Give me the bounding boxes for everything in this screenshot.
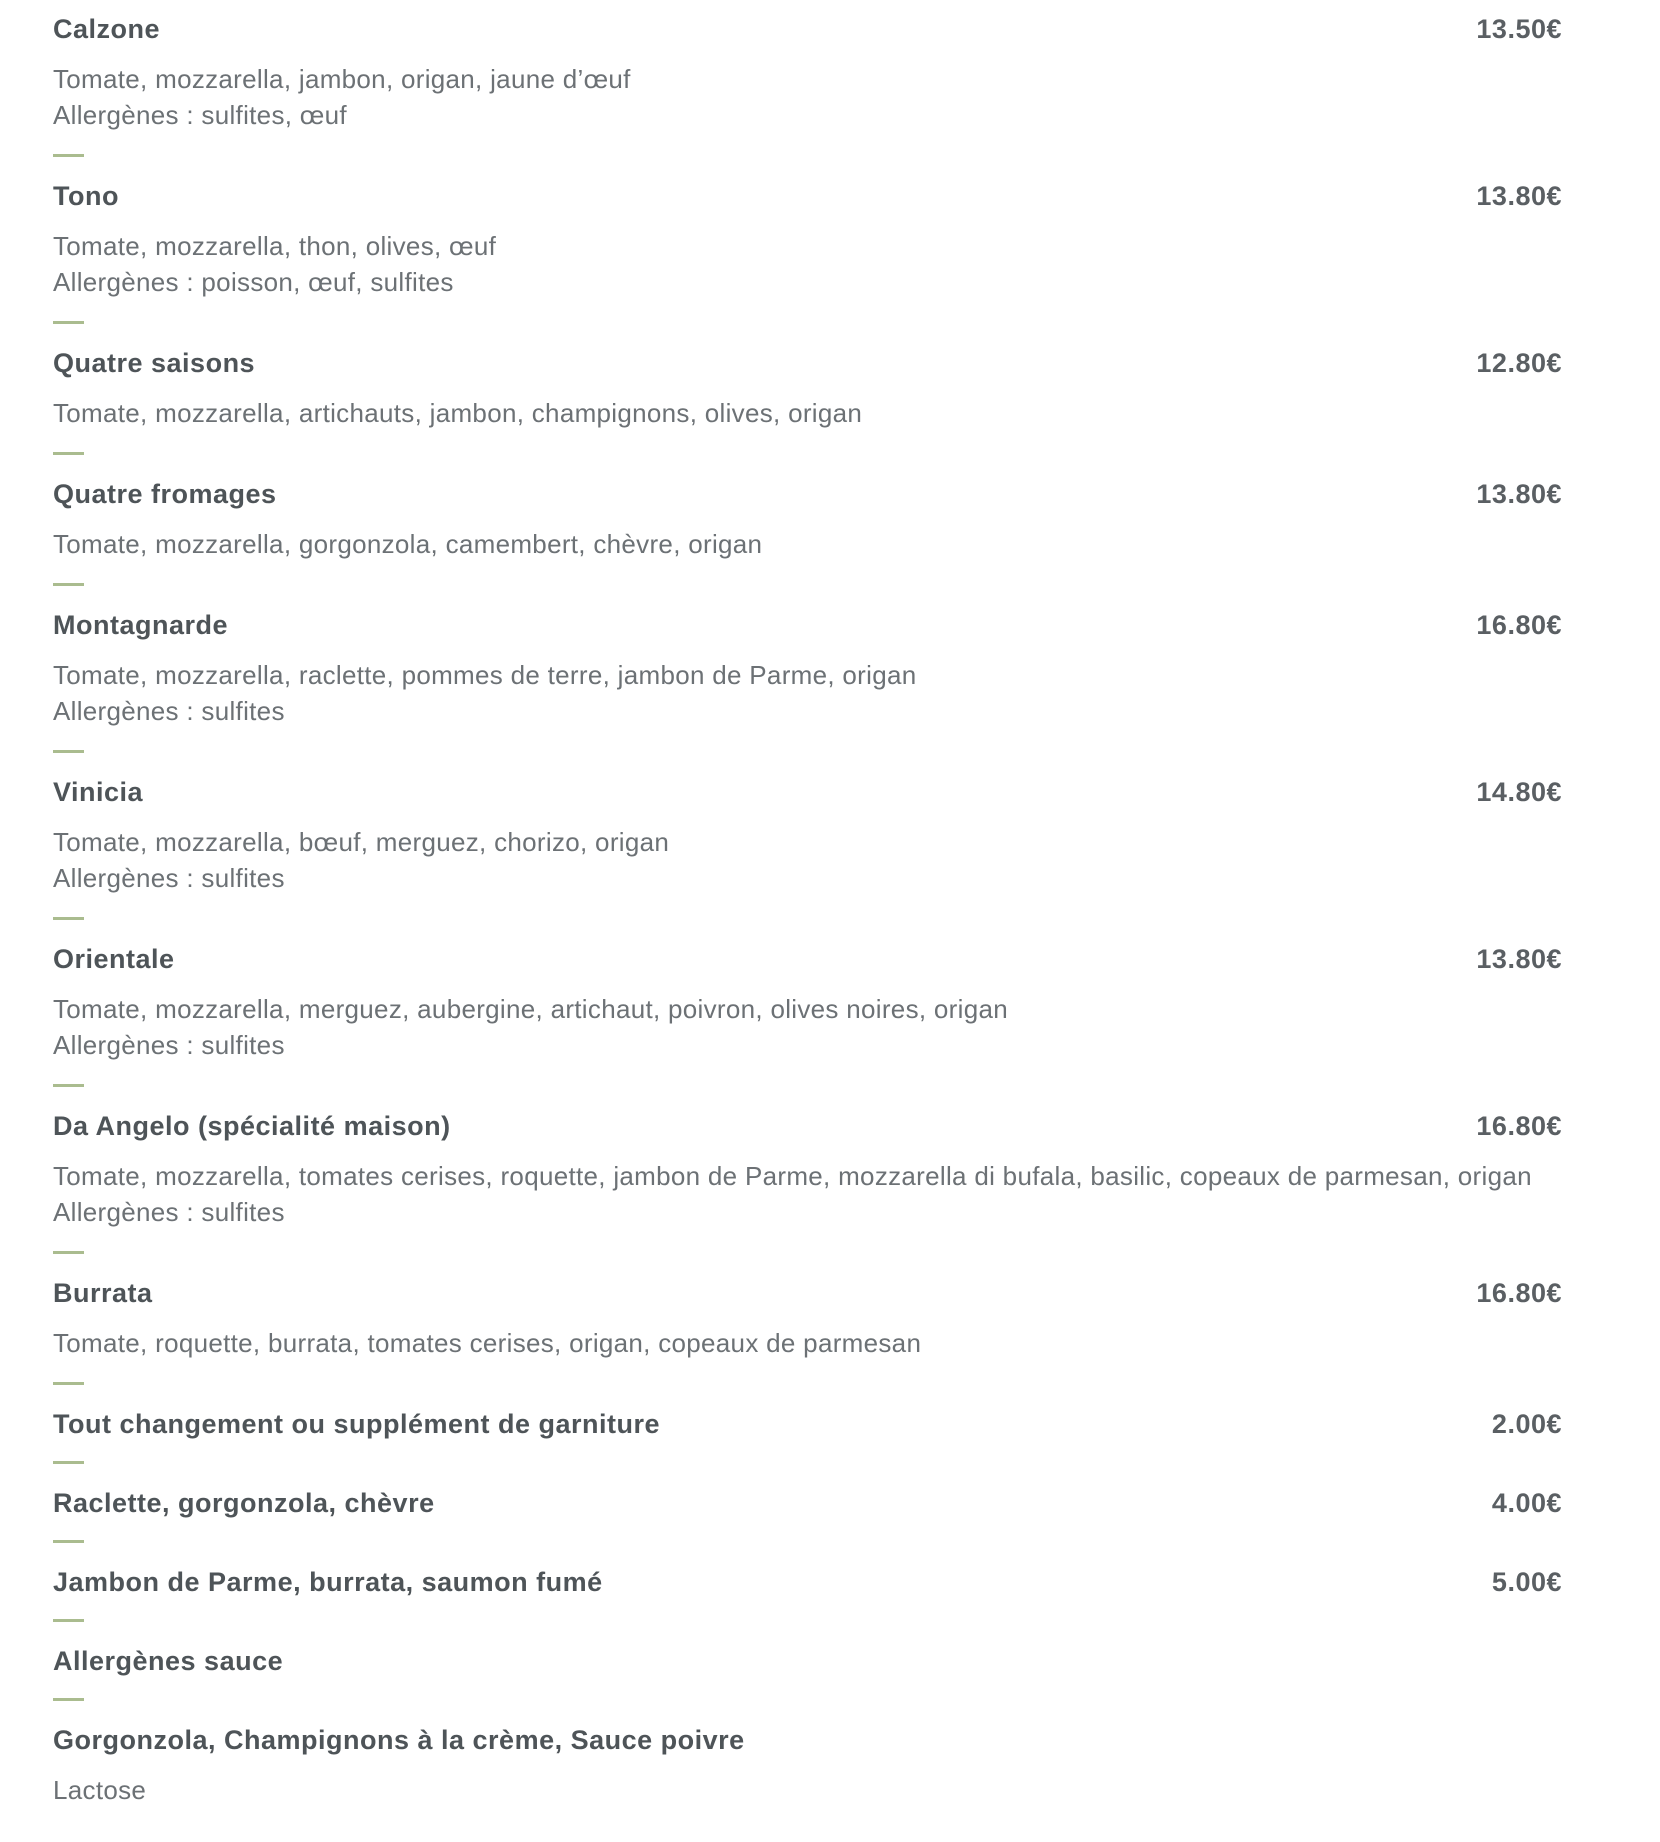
item-description-block — [53, 228, 1562, 300]
menu-item-header — [53, 944, 1562, 975]
item-description-block — [53, 657, 1562, 729]
item-name: Quatre fromages — [53, 479, 277, 509]
item-allergens: Allergènes : sulfites — [53, 1030, 285, 1060]
menu-item-header — [53, 1488, 1562, 1519]
item-price: 5.00€ — [1491, 1567, 1562, 1597]
item-description-block — [53, 526, 1562, 562]
item-ingredients: Tomate, mozzarella, gorgonzola, camembert, chèvre, origan — [53, 529, 763, 559]
menu-item — [53, 1409, 1562, 1464]
item-divider — [53, 1084, 84, 1087]
item-ingredients: Tomate, mozzarella, thon, olives, œuf — [53, 231, 497, 261]
item-description-block — [53, 1772, 1562, 1808]
menu-item-header — [53, 1725, 1562, 1756]
item-price: 13.50€ — [1476, 14, 1562, 44]
menu-item-header — [53, 479, 1562, 510]
item-allergens: Allergènes : sulfites — [53, 1197, 285, 1227]
menu-item-header — [53, 348, 1562, 379]
item-price: 13.80€ — [1476, 181, 1562, 211]
item-divider — [53, 1251, 84, 1254]
item-divider — [53, 154, 84, 157]
item-divider — [53, 1461, 84, 1464]
item-ingredients: Tomate, mozzarella, raclette, pommes de terre, jambon de Parme, origan — [53, 660, 917, 690]
item-name: Jambon de Parme, burrata, saumon fumé — [53, 1567, 603, 1597]
item-price: 14.80€ — [1476, 777, 1562, 807]
menu-item — [53, 479, 1562, 586]
item-name: Tono — [53, 181, 119, 211]
item-allergens: Allergènes : sulfites — [53, 863, 285, 893]
menu-item-header — [53, 1278, 1562, 1309]
item-name: Montagnarde — [53, 610, 229, 640]
item-price: 2.00€ — [1491, 1409, 1562, 1439]
menu-item — [53, 1111, 1562, 1254]
item-name: Tout changement ou supplément de garniture — [53, 1409, 661, 1439]
item-description-block — [53, 395, 1562, 431]
item-ingredients: Tomate, roquette, burrata, tomates cerises, origan, copeaux de parmesan — [53, 1328, 922, 1358]
item-divider — [53, 1619, 84, 1622]
item-price: 4.00€ — [1491, 1488, 1562, 1518]
menu-item — [53, 944, 1562, 1087]
item-price: 16.80€ — [1476, 1111, 1562, 1141]
item-ingredients: Tomate, mozzarella, jambon, origan, jaune d’œuf — [53, 64, 631, 94]
item-name: Allergènes sauce — [53, 1646, 284, 1676]
item-description-block — [53, 1158, 1562, 1230]
menu-item-header — [53, 1111, 1562, 1142]
item-price: 13.80€ — [1476, 479, 1562, 509]
menu-item-header — [53, 181, 1562, 212]
item-description-block — [53, 1325, 1562, 1361]
item-divider — [53, 917, 84, 920]
item-divider — [53, 1382, 84, 1385]
menu-item-header — [53, 1567, 1562, 1598]
item-ingredients: Tomate, mozzarella, artichauts, jambon, champignons, olives, origan — [53, 398, 863, 428]
item-divider — [53, 1540, 84, 1543]
menu-item-header — [53, 777, 1562, 808]
item-name: Vinicia — [53, 777, 144, 807]
item-name: Da Angelo (spécialité maison) — [53, 1111, 451, 1141]
item-ingredients: Tomate, mozzarella, bœuf, merguez, chorizo, origan — [53, 827, 670, 857]
menu-item — [53, 14, 1562, 157]
item-ingredients: Tomate, mozzarella, merguez, aubergine, artichaut, poivron, olives noires, origan — [53, 994, 1008, 1024]
item-name: Raclette, gorgonzola, chèvre — [53, 1488, 435, 1518]
item-divider — [53, 452, 84, 455]
menu-item — [53, 181, 1562, 324]
item-divider — [53, 1698, 84, 1701]
item-description-block — [53, 61, 1562, 133]
item-allergens: Allergènes : sulfites — [53, 696, 285, 726]
item-allergens: Allergènes : sulfites, œuf — [53, 100, 347, 130]
item-name: Gorgonzola, Champignons à la crème, Sauce poivre — [53, 1725, 745, 1755]
item-allergens: Allergènes : poisson, œuf, sulfites — [53, 267, 454, 297]
menu-item-header — [53, 1646, 1562, 1677]
item-name: Calzone — [53, 14, 161, 44]
item-divider — [53, 321, 84, 324]
menu-item — [53, 1646, 1562, 1701]
item-price: 16.80€ — [1476, 1278, 1562, 1308]
menu-item-header — [53, 14, 1562, 45]
item-ingredients: Tomate, mozzarella, tomates cerises, roquette, jambon de Parme, mozzarella di bufala, basilic, copeaux de parmesan, origan — [53, 1161, 1532, 1191]
item-price: 13.80€ — [1476, 944, 1562, 974]
menu-item-header — [53, 610, 1562, 641]
menu-item — [53, 610, 1562, 753]
menu-item — [53, 1567, 1562, 1622]
item-price: 12.80€ — [1476, 348, 1562, 378]
item-name: Orientale — [53, 944, 175, 974]
item-name: Quatre saisons — [53, 348, 256, 378]
menu-item — [53, 348, 1562, 455]
item-divider — [53, 750, 84, 753]
item-ingredients: Lactose — [53, 1775, 147, 1805]
menu-item-header — [53, 1409, 1562, 1440]
item-description-block — [53, 991, 1562, 1063]
item-name: Burrata — [53, 1278, 153, 1308]
item-divider — [53, 583, 84, 586]
menu-item — [53, 1278, 1562, 1385]
item-price: 16.80€ — [1476, 610, 1562, 640]
menu-item — [53, 1725, 1562, 1808]
menu-item — [53, 1488, 1562, 1543]
item-description-block — [53, 824, 1562, 896]
menu-item — [53, 777, 1562, 920]
